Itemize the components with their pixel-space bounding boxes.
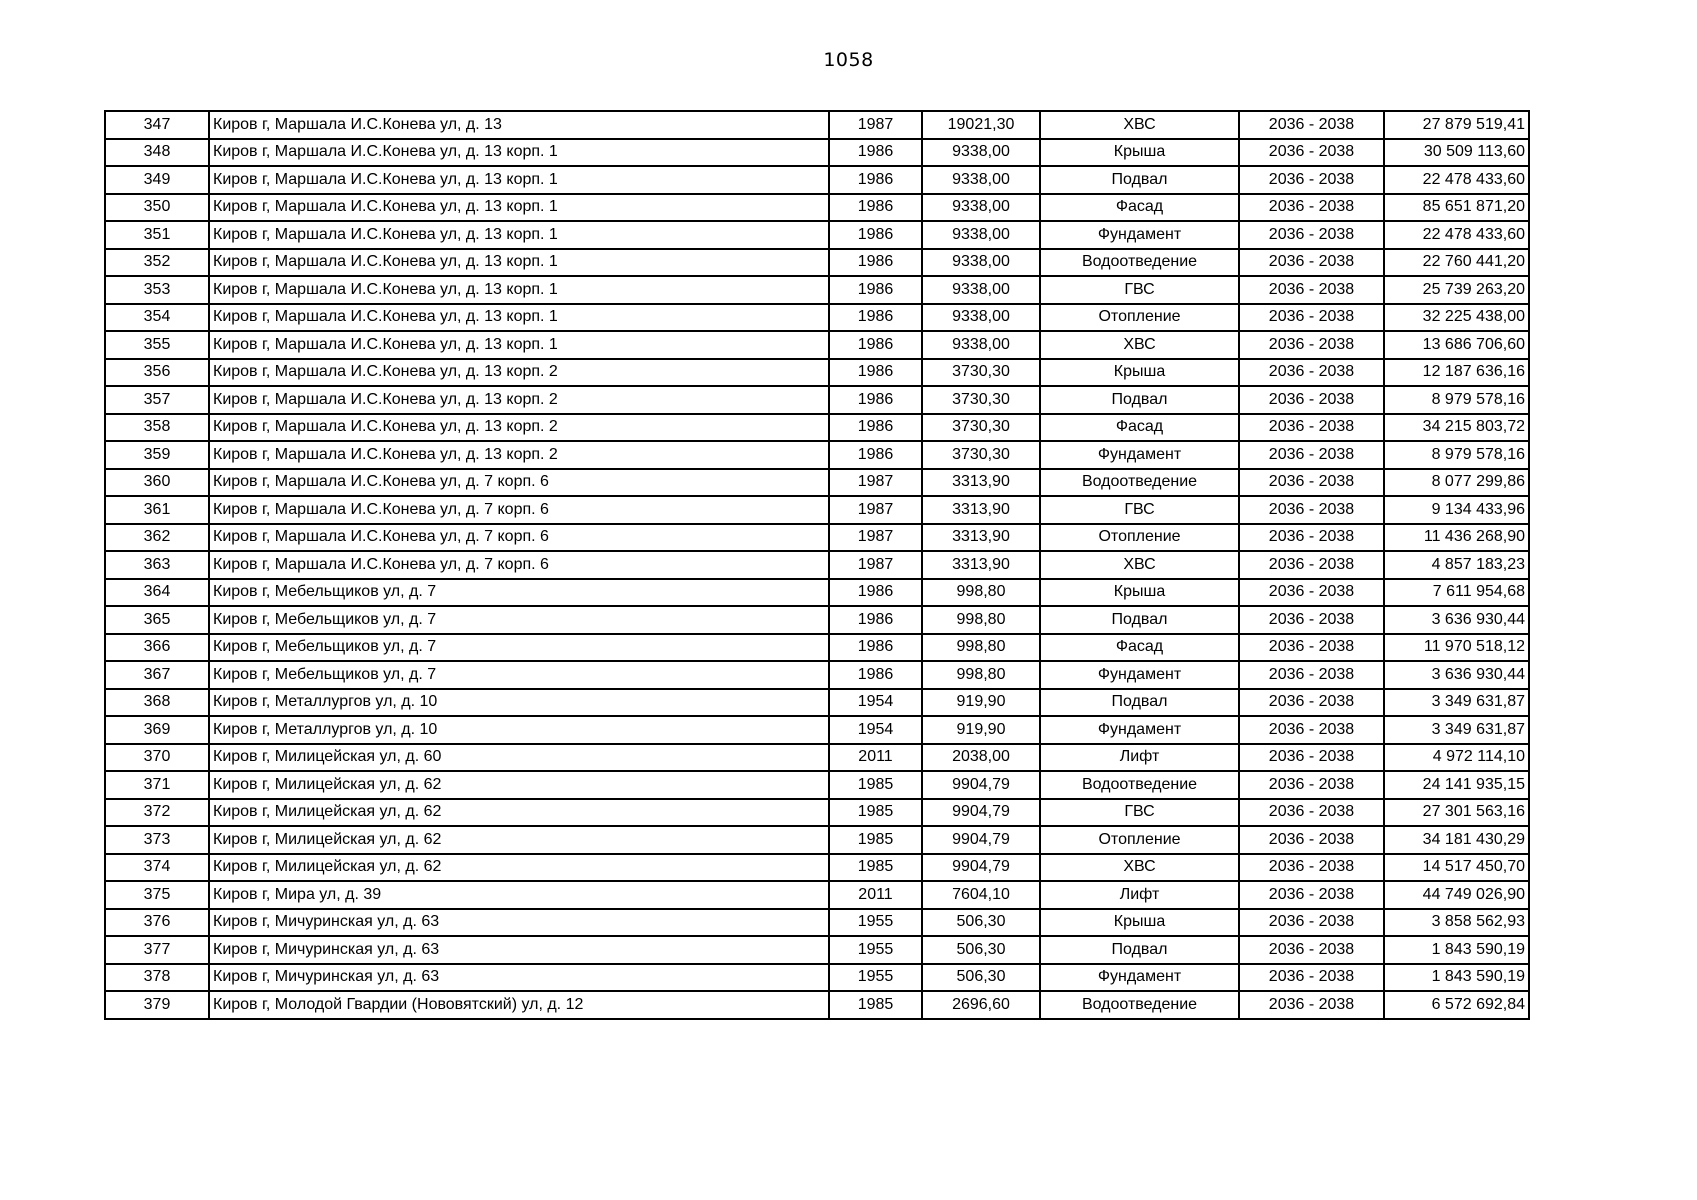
year-built-cell: 1986: [829, 606, 922, 634]
work-type-cell: Водоотведение: [1040, 249, 1239, 277]
area-cell: 3730,30: [922, 414, 1040, 442]
area-cell: 998,80: [922, 634, 1040, 662]
year-built-cell: 2011: [829, 744, 922, 772]
cost-cell: 3 858 562,93: [1384, 909, 1529, 937]
year-built-cell: 1954: [829, 716, 922, 744]
address-cell: Киров г, Мира ул, д. 39: [209, 881, 829, 909]
row-number-cell: 349: [105, 166, 209, 194]
area-cell: 3730,30: [922, 386, 1040, 414]
area-cell: 2696,60: [922, 991, 1040, 1019]
period-cell: 2036 - 2038: [1239, 881, 1384, 909]
year-built-cell: 1985: [829, 771, 922, 799]
cost-cell: 27 879 519,41: [1384, 111, 1529, 139]
row-number-cell: 365: [105, 606, 209, 634]
work-type-cell: Крыша: [1040, 909, 1239, 937]
address-cell: Киров г, Маршала И.С.Конева ул, д. 7 корп. 6: [209, 496, 829, 524]
cost-cell: 22 478 433,60: [1384, 221, 1529, 249]
work-type-cell: Фасад: [1040, 414, 1239, 442]
period-cell: 2036 - 2038: [1239, 139, 1384, 167]
work-type-cell: ГВС: [1040, 276, 1239, 304]
table-row: [105, 414, 1529, 442]
area-cell: 506,30: [922, 964, 1040, 992]
row-number-cell: 362: [105, 524, 209, 552]
address-cell: Киров г, Милицейская ул, д. 60: [209, 744, 829, 772]
row-number-cell: 376: [105, 909, 209, 937]
period-cell: 2036 - 2038: [1239, 634, 1384, 662]
period-cell: 2036 - 2038: [1239, 524, 1384, 552]
work-type-cell: ГВС: [1040, 496, 1239, 524]
year-built-cell: 1986: [829, 221, 922, 249]
cost-cell: 27 301 563,16: [1384, 799, 1529, 827]
table-row: [105, 689, 1529, 717]
address-cell: Киров г, Мебельщиков ул, д. 7: [209, 606, 829, 634]
table-row: [105, 936, 1529, 964]
year-built-cell: 1986: [829, 304, 922, 332]
area-cell: 506,30: [922, 936, 1040, 964]
address-cell: Киров г, Маршала И.С.Конева ул, д. 13 корп. 1: [209, 194, 829, 222]
work-type-cell: ГВС: [1040, 799, 1239, 827]
address-cell: Киров г, Мебельщиков ул, д. 7: [209, 634, 829, 662]
table-row: [105, 359, 1529, 387]
address-cell: Киров г, Маршала И.С.Конева ул, д. 13 корп. 1: [209, 276, 829, 304]
work-type-cell: Фундамент: [1040, 221, 1239, 249]
work-type-cell: Подвал: [1040, 689, 1239, 717]
address-cell: Киров г, Маршала И.С.Конева ул, д. 13 корп. 1: [209, 331, 829, 359]
work-type-cell: Лифт: [1040, 744, 1239, 772]
area-cell: 9338,00: [922, 249, 1040, 277]
row-number-cell: 375: [105, 881, 209, 909]
period-cell: 2036 - 2038: [1239, 359, 1384, 387]
period-cell: 2036 - 2038: [1239, 771, 1384, 799]
row-number-cell: 348: [105, 139, 209, 167]
year-built-cell: 1986: [829, 249, 922, 277]
period-cell: 2036 - 2038: [1239, 991, 1384, 1019]
work-type-cell: Подвал: [1040, 386, 1239, 414]
work-type-cell: Фундамент: [1040, 964, 1239, 992]
row-number-cell: 350: [105, 194, 209, 222]
period-cell: 2036 - 2038: [1239, 166, 1384, 194]
area-cell: 998,80: [922, 606, 1040, 634]
table-row: [105, 441, 1529, 469]
table-row: [105, 606, 1529, 634]
cost-cell: 8 979 578,16: [1384, 441, 1529, 469]
table-row: [105, 304, 1529, 332]
cost-cell: 11 970 518,12: [1384, 634, 1529, 662]
work-type-cell: Водоотведение: [1040, 771, 1239, 799]
area-cell: 9904,79: [922, 826, 1040, 854]
area-cell: 9338,00: [922, 331, 1040, 359]
area-cell: 9338,00: [922, 166, 1040, 194]
address-cell: Киров г, Маршала И.С.Конева ул, д. 13 корп. 2: [209, 441, 829, 469]
area-cell: 3313,90: [922, 496, 1040, 524]
period-cell: 2036 - 2038: [1239, 496, 1384, 524]
year-built-cell: 1985: [829, 826, 922, 854]
cost-cell: 30 509 113,60: [1384, 139, 1529, 167]
period-cell: 2036 - 2038: [1239, 744, 1384, 772]
cost-cell: 8 979 578,16: [1384, 386, 1529, 414]
year-built-cell: 1986: [829, 414, 922, 442]
cost-cell: 25 739 263,20: [1384, 276, 1529, 304]
table-row: [105, 771, 1529, 799]
address-cell: Киров г, Маршала И.С.Конева ул, д. 13: [209, 111, 829, 139]
cost-cell: 34 181 430,29: [1384, 826, 1529, 854]
table-row: [105, 276, 1529, 304]
area-cell: 9904,79: [922, 771, 1040, 799]
area-cell: 9338,00: [922, 194, 1040, 222]
row-number-cell: 347: [105, 111, 209, 139]
address-cell: Киров г, Металлургов ул, д. 10: [209, 689, 829, 717]
area-cell: 9904,79: [922, 799, 1040, 827]
period-cell: 2036 - 2038: [1239, 331, 1384, 359]
cost-cell: 1 843 590,19: [1384, 964, 1529, 992]
work-type-cell: Отопление: [1040, 524, 1239, 552]
work-type-cell: ХВС: [1040, 854, 1239, 882]
area-cell: 3313,90: [922, 469, 1040, 497]
work-type-cell: Подвал: [1040, 936, 1239, 964]
area-cell: 19021,30: [922, 111, 1040, 139]
area-cell: 3730,30: [922, 359, 1040, 387]
address-cell: Киров г, Милицейская ул, д. 62: [209, 771, 829, 799]
period-cell: 2036 - 2038: [1239, 276, 1384, 304]
address-cell: Киров г, Маршала И.С.Конева ул, д. 7 корп. 6: [209, 551, 829, 579]
year-built-cell: 1987: [829, 524, 922, 552]
area-cell: 3313,90: [922, 551, 1040, 579]
area-cell: 9338,00: [922, 221, 1040, 249]
row-number-cell: 361: [105, 496, 209, 524]
year-built-cell: 1986: [829, 359, 922, 387]
year-built-cell: 1954: [829, 689, 922, 717]
year-built-cell: 1987: [829, 496, 922, 524]
row-number-cell: 373: [105, 826, 209, 854]
year-built-cell: 1955: [829, 964, 922, 992]
cost-cell: 6 572 692,84: [1384, 991, 1529, 1019]
row-number-cell: 367: [105, 661, 209, 689]
cost-cell: 32 225 438,00: [1384, 304, 1529, 332]
row-number-cell: 372: [105, 799, 209, 827]
period-cell: 2036 - 2038: [1239, 551, 1384, 579]
row-number-cell: 355: [105, 331, 209, 359]
area-cell: 2038,00: [922, 744, 1040, 772]
cost-cell: 14 517 450,70: [1384, 854, 1529, 882]
year-built-cell: 1986: [829, 331, 922, 359]
cost-cell: 3 636 930,44: [1384, 606, 1529, 634]
table-row: [105, 744, 1529, 772]
address-cell: Киров г, Милицейская ул, д. 62: [209, 799, 829, 827]
work-type-cell: Водоотведение: [1040, 469, 1239, 497]
cost-cell: 3 636 930,44: [1384, 661, 1529, 689]
table-row: [105, 909, 1529, 937]
table-row: [105, 634, 1529, 662]
cost-cell: 4 857 183,23: [1384, 551, 1529, 579]
cost-cell: 44 749 026,90: [1384, 881, 1529, 909]
year-built-cell: 1985: [829, 991, 922, 1019]
cost-cell: 4 972 114,10: [1384, 744, 1529, 772]
address-cell: Киров г, Маршала И.С.Конева ул, д. 7 корп. 6: [209, 524, 829, 552]
year-built-cell: 1987: [829, 469, 922, 497]
year-built-cell: 1985: [829, 854, 922, 882]
year-built-cell: 1987: [829, 111, 922, 139]
row-number-cell: 359: [105, 441, 209, 469]
work-type-cell: Крыша: [1040, 139, 1239, 167]
year-built-cell: 1986: [829, 139, 922, 167]
period-cell: 2036 - 2038: [1239, 826, 1384, 854]
cost-cell: 85 651 871,20: [1384, 194, 1529, 222]
area-cell: 9338,00: [922, 139, 1040, 167]
period-cell: 2036 - 2038: [1239, 661, 1384, 689]
area-cell: 3313,90: [922, 524, 1040, 552]
table-body: [105, 111, 1529, 1019]
table-row: [105, 221, 1529, 249]
period-cell: 2036 - 2038: [1239, 854, 1384, 882]
table-row: [105, 496, 1529, 524]
work-type-cell: Фасад: [1040, 194, 1239, 222]
area-cell: 919,90: [922, 716, 1040, 744]
table-row: [105, 194, 1529, 222]
row-number-cell: 360: [105, 469, 209, 497]
address-cell: Киров г, Маршала И.С.Конева ул, д. 13 корп. 2: [209, 386, 829, 414]
address-cell: Киров г, Металлургов ул, д. 10: [209, 716, 829, 744]
work-type-cell: ХВС: [1040, 331, 1239, 359]
period-cell: 2036 - 2038: [1239, 799, 1384, 827]
table-row: [105, 881, 1529, 909]
work-type-cell: Фасад: [1040, 634, 1239, 662]
table-row: [105, 166, 1529, 194]
period-cell: 2036 - 2038: [1239, 579, 1384, 607]
table-row: [105, 331, 1529, 359]
year-built-cell: 1986: [829, 276, 922, 304]
row-number-cell: 366: [105, 634, 209, 662]
row-number-cell: 368: [105, 689, 209, 717]
work-type-cell: Фундамент: [1040, 441, 1239, 469]
address-cell: Киров г, Мебельщиков ул, д. 7: [209, 661, 829, 689]
row-number-cell: 364: [105, 579, 209, 607]
cost-cell: 1 843 590,19: [1384, 936, 1529, 964]
period-cell: 2036 - 2038: [1239, 936, 1384, 964]
address-cell: Киров г, Мебельщиков ул, д. 7: [209, 579, 829, 607]
address-cell: Киров г, Маршала И.С.Конева ул, д. 13 корп. 1: [209, 304, 829, 332]
table-row: [105, 524, 1529, 552]
table-row: [105, 139, 1529, 167]
period-cell: 2036 - 2038: [1239, 304, 1384, 332]
period-cell: 2036 - 2038: [1239, 441, 1384, 469]
year-built-cell: 1955: [829, 909, 922, 937]
work-type-cell: Фундамент: [1040, 661, 1239, 689]
year-built-cell: 1986: [829, 386, 922, 414]
period-cell: 2036 - 2038: [1239, 716, 1384, 744]
cost-cell: 12 187 636,16: [1384, 359, 1529, 387]
row-number-cell: 354: [105, 304, 209, 332]
work-type-cell: Крыша: [1040, 359, 1239, 387]
work-type-cell: Подвал: [1040, 166, 1239, 194]
cost-cell: 8 077 299,86: [1384, 469, 1529, 497]
address-cell: Киров г, Маршала И.С.Конева ул, д. 13 корп. 1: [209, 249, 829, 277]
row-number-cell: 352: [105, 249, 209, 277]
year-built-cell: 1986: [829, 441, 922, 469]
work-type-cell: ХВС: [1040, 551, 1239, 579]
year-built-cell: 1986: [829, 166, 922, 194]
table-row: [105, 386, 1529, 414]
cost-cell: 11 436 268,90: [1384, 524, 1529, 552]
row-number-cell: 374: [105, 854, 209, 882]
period-cell: 2036 - 2038: [1239, 249, 1384, 277]
period-cell: 2036 - 2038: [1239, 964, 1384, 992]
repair-schedule-table: [104, 110, 1530, 1020]
cost-cell: 3 349 631,87: [1384, 716, 1529, 744]
period-cell: 2036 - 2038: [1239, 194, 1384, 222]
row-number-cell: 353: [105, 276, 209, 304]
area-cell: 9338,00: [922, 276, 1040, 304]
work-type-cell: Отопление: [1040, 304, 1239, 332]
area-cell: 3730,30: [922, 441, 1040, 469]
period-cell: 2036 - 2038: [1239, 909, 1384, 937]
area-cell: 998,80: [922, 661, 1040, 689]
row-number-cell: 369: [105, 716, 209, 744]
table-row: [105, 249, 1529, 277]
row-number-cell: 356: [105, 359, 209, 387]
address-cell: Киров г, Маршала И.С.Конева ул, д. 13 корп. 1: [209, 139, 829, 167]
cost-cell: 13 686 706,60: [1384, 331, 1529, 359]
area-cell: 998,80: [922, 579, 1040, 607]
work-type-cell: Крыша: [1040, 579, 1239, 607]
work-type-cell: ХВС: [1040, 111, 1239, 139]
address-cell: Киров г, Маршала И.С.Конева ул, д. 13 корп. 1: [209, 221, 829, 249]
address-cell: Киров г, Маршала И.С.Конева ул, д. 13 корп. 2: [209, 414, 829, 442]
cost-cell: 9 134 433,96: [1384, 496, 1529, 524]
cost-cell: 22 478 433,60: [1384, 166, 1529, 194]
row-number-cell: 370: [105, 744, 209, 772]
year-built-cell: 2011: [829, 881, 922, 909]
period-cell: 2036 - 2038: [1239, 414, 1384, 442]
cost-cell: 24 141 935,15: [1384, 771, 1529, 799]
period-cell: 2036 - 2038: [1239, 386, 1384, 414]
year-built-cell: 1987: [829, 551, 922, 579]
year-built-cell: 1955: [829, 936, 922, 964]
table-row: [105, 964, 1529, 992]
table-row: [105, 799, 1529, 827]
work-type-cell: Отопление: [1040, 826, 1239, 854]
year-built-cell: 1985: [829, 799, 922, 827]
area-cell: 506,30: [922, 909, 1040, 937]
year-built-cell: 1986: [829, 661, 922, 689]
cost-cell: 3 349 631,87: [1384, 689, 1529, 717]
year-built-cell: 1986: [829, 579, 922, 607]
period-cell: 2036 - 2038: [1239, 606, 1384, 634]
row-number-cell: 371: [105, 771, 209, 799]
area-cell: 7604,10: [922, 881, 1040, 909]
work-type-cell: Подвал: [1040, 606, 1239, 634]
row-number-cell: 363: [105, 551, 209, 579]
table-row: [105, 551, 1529, 579]
cost-cell: 34 215 803,72: [1384, 414, 1529, 442]
row-number-cell: 357: [105, 386, 209, 414]
cost-cell: 22 760 441,20: [1384, 249, 1529, 277]
page-number: 1058: [823, 49, 874, 71]
area-cell: 9904,79: [922, 854, 1040, 882]
table-row: [105, 111, 1529, 139]
row-number-cell: 351: [105, 221, 209, 249]
year-built-cell: 1986: [829, 194, 922, 222]
period-cell: 2036 - 2038: [1239, 111, 1384, 139]
row-number-cell: 377: [105, 936, 209, 964]
address-cell: Киров г, Маршала И.С.Конева ул, д. 13 корп. 1: [209, 166, 829, 194]
address-cell: Киров г, Мичуринская ул, д. 63: [209, 909, 829, 937]
address-cell: Киров г, Милицейская ул, д. 62: [209, 854, 829, 882]
table-row: [105, 826, 1529, 854]
row-number-cell: 378: [105, 964, 209, 992]
period-cell: 2036 - 2038: [1239, 469, 1384, 497]
address-cell: Киров г, Маршала И.С.Конева ул, д. 7 корп. 6: [209, 469, 829, 497]
area-cell: 919,90: [922, 689, 1040, 717]
address-cell: Киров г, Мичуринская ул, д. 63: [209, 936, 829, 964]
address-cell: Киров г, Молодой Гвардии (Нововятский) ул, д. 12: [209, 991, 829, 1019]
address-cell: Киров г, Милицейская ул, д. 62: [209, 826, 829, 854]
row-number-cell: 358: [105, 414, 209, 442]
period-cell: 2036 - 2038: [1239, 689, 1384, 717]
address-cell: Киров г, Маршала И.С.Конева ул, д. 13 корп. 2: [209, 359, 829, 387]
cost-cell: 7 611 954,68: [1384, 579, 1529, 607]
work-type-cell: Лифт: [1040, 881, 1239, 909]
table-row: [105, 854, 1529, 882]
year-built-cell: 1986: [829, 634, 922, 662]
area-cell: 9338,00: [922, 304, 1040, 332]
work-type-cell: Водоотведение: [1040, 991, 1239, 1019]
period-cell: 2036 - 2038: [1239, 221, 1384, 249]
work-type-cell: Фундамент: [1040, 716, 1239, 744]
table-row: [105, 579, 1529, 607]
table-row: [105, 469, 1529, 497]
table-row: [105, 661, 1529, 689]
table-row: [105, 716, 1529, 744]
address-cell: Киров г, Мичуринская ул, д. 63: [209, 964, 829, 992]
table-row: [105, 991, 1529, 1019]
row-number-cell: 379: [105, 991, 209, 1019]
